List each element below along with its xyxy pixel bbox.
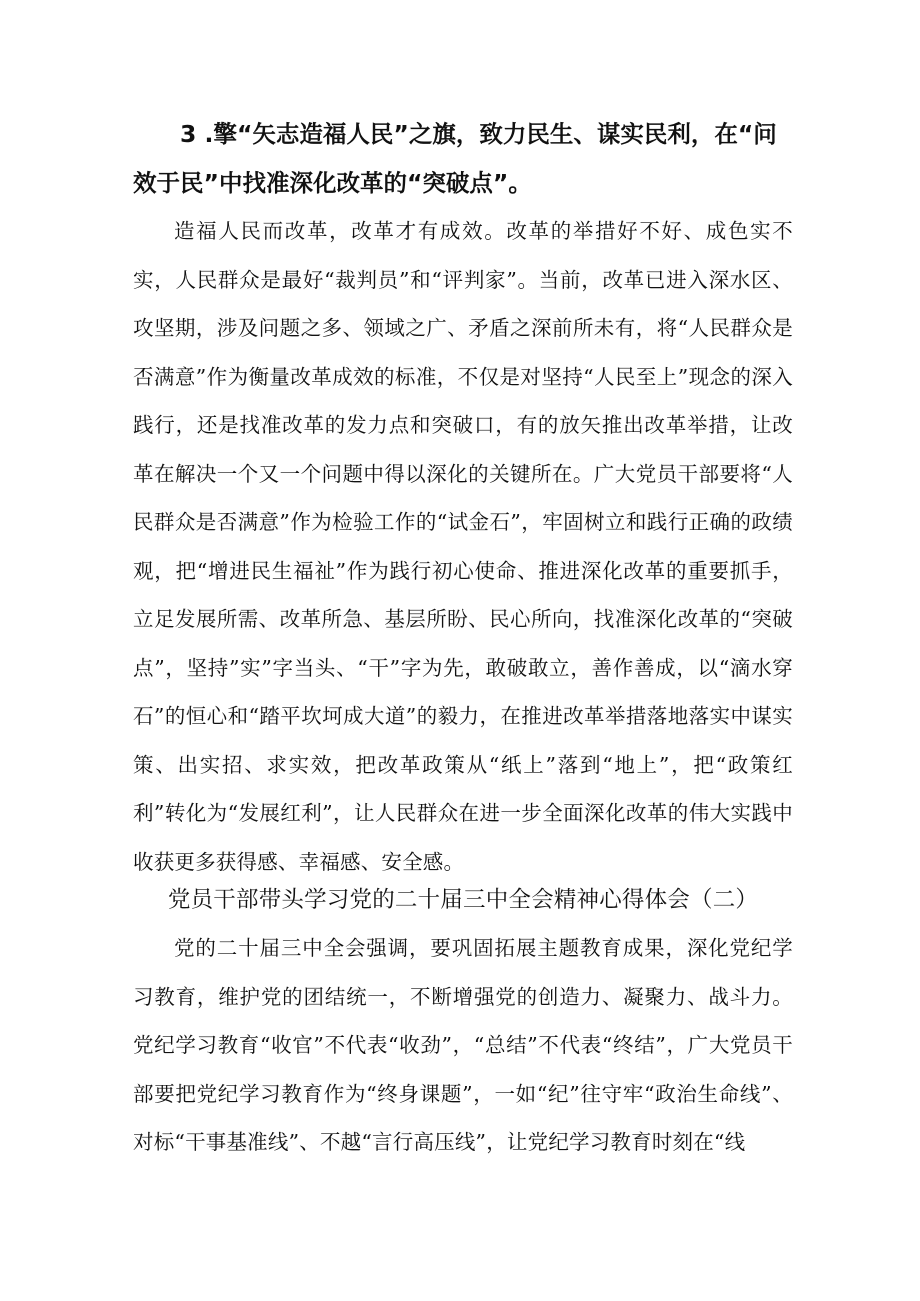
body-paragraph: 造福人民而改革，改革才有成效。改革的举措好不好、成色实不实，人民群众是最好“裁判员”和“评判家”。当前，改革已进入深水区、攻坚期，涉及问题之多、领域之广、矛盾之深前所未有，将“人民群众是否满意”作为衡量改革成效的标准，不仅是对坚持“人民至上”现念的深入践行，还是找准改革的发力点和突破口，有的放矢推出改革举措，让改革在解决一个又一个问题中得以深化的关键所在。广大党员干部要将“人民群众是否满意”作为检验工作的“试金石”，牢固树立和践行正确的政绩观，把“增进民生福祉”作为践行初心使命、推进深化改革的重要抓手，立足发展所需、改革所急、基层所盼、民心所向，找准深化改革的“突破点”，坚持”实”字当头、“干”字为先，敢破敢立，善作善成，以“滴水穿石”的恒心和“踏平坎坷成大道”的毅力，在推进改革举措落地落实中谋实策、出实招、求实效，把改革政策从“纸上”落到“地上”，把“政策红利”转化为“发展红利”，让人民群众在进一步全面深化改革的伟大实践中收获更多获得感、幸福感、安全感。 [133,219,793,874]
section-heading: 3 .擎“矢志造福人民”之旗，致力民生、谋实民利，在“问效于民”中找准深化改革的“突破点”。 [133,120,777,197]
body-paragraph: 党的二十届三中全会强调，要巩固拓展主题教育成果，深化党纪学习教育，维护党的团结统一，不断增强党的创造力、凝聚力、战斗力。党纪学习教育“收官”不代表“收劲”，“总结”不代表“终结”，广大党员干部要把党纪学习教育作为“终身课题”，一如“纪”往守牢“政治生命线”、对标“干事基准线”、不越“言行高压线”，让党纪学习教育时刻在“线 [133,936,793,1154]
article-title: 党员干部带头学习党的二十届三中全会精神心得体会（二） [167,887,759,913]
